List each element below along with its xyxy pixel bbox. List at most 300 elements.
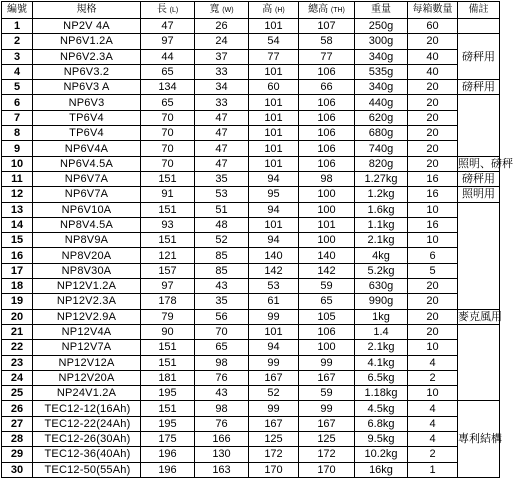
header-total-height: [299, 2, 355, 19]
weight-cell: 1.18kg: [355, 386, 408, 401]
per-box-cell: 2: [408, 447, 458, 462]
width-cell: 98: [195, 355, 249, 370]
row-number: 20: [2, 309, 33, 324]
header-height-unit: (H): [275, 6, 285, 14]
header-length: [141, 2, 195, 19]
per-box-cell: 4: [408, 401, 458, 416]
model-cell: TP6V4: [33, 126, 141, 141]
height-cell: 60: [249, 80, 299, 95]
total-height-cell: 105: [299, 309, 355, 324]
header-width-unit: (W): [222, 6, 234, 14]
table-row: [2, 355, 500, 370]
weight-cell: 2.1kg: [355, 340, 408, 355]
width-cell: 35: [195, 294, 249, 309]
height-cell: 170: [249, 462, 299, 477]
weight-cell: 9.5kg: [355, 432, 408, 447]
length-cell: 196: [141, 462, 195, 477]
table-row: [2, 233, 500, 248]
table-row: [2, 95, 500, 110]
height-cell: 99: [249, 401, 299, 416]
per-box-cell: 20: [408, 279, 458, 294]
header-remarks: 備註: [458, 2, 500, 19]
row-number: 19: [2, 294, 33, 309]
remark-cell: 照明用: [458, 187, 500, 202]
weight-cell: 1.27kg: [355, 171, 408, 186]
per-box-cell: 20: [408, 110, 458, 125]
total-height-cell: 59: [299, 279, 355, 294]
height-cell: 125: [249, 432, 299, 447]
remark-cell: 照明、磅秤: [458, 157, 513, 170]
width-cell: 85: [195, 248, 249, 263]
height-cell: 101: [249, 19, 299, 34]
length-cell: 90: [141, 324, 195, 339]
table-row: [2, 171, 500, 186]
model-cell: NP12V1.2A: [33, 279, 141, 294]
total-height-cell: 59: [299, 386, 355, 401]
row-number: 26: [2, 401, 33, 416]
model-cell: NP6V7A: [33, 187, 141, 202]
remark-cell: 磅秤用: [458, 171, 500, 186]
row-number: 27: [2, 416, 33, 431]
width-cell: 56: [195, 309, 249, 324]
weight-cell: 535g: [355, 64, 408, 79]
height-cell: 99: [249, 355, 299, 370]
length-cell: 79: [141, 309, 195, 324]
remark-cell: 麥克風用: [458, 310, 502, 323]
weight-cell: 1.6kg: [355, 202, 408, 217]
remark-cell-empty: [458, 95, 500, 156]
row-number: 8: [2, 126, 33, 141]
height-cell: 99: [249, 309, 299, 324]
per-box-cell: 6: [408, 248, 458, 263]
row-number: 11: [2, 171, 33, 186]
width-cell: 43: [195, 386, 249, 401]
width-cell: 34: [195, 80, 249, 95]
table-row: [2, 248, 500, 263]
width-cell: 76: [195, 416, 249, 431]
total-height-cell: 58: [299, 34, 355, 49]
row-number: 18: [2, 279, 33, 294]
length-cell: 151: [141, 355, 195, 370]
length-cell: 91: [141, 187, 195, 202]
row-number: 10: [2, 156, 33, 171]
length-cell: 70: [141, 156, 195, 171]
model-cell: NP6V7A: [33, 171, 141, 186]
weight-cell: 1.4: [355, 324, 408, 339]
length-cell: 97: [141, 279, 195, 294]
length-cell: 97: [141, 34, 195, 49]
width-cell: 85: [195, 263, 249, 278]
header-height: [249, 2, 299, 19]
model-cell: TEC12-22(24Ah): [33, 416, 141, 431]
row-number: 24: [2, 370, 33, 385]
row-number: 12: [2, 187, 33, 202]
weight-cell: 5.2kg: [355, 263, 408, 278]
row-number: 9: [2, 141, 33, 156]
total-height-cell: 106: [299, 95, 355, 110]
table-row: [2, 432, 500, 447]
height-cell: 101: [249, 141, 299, 156]
weight-cell: 820g: [355, 156, 408, 171]
weight-cell: 1.1kg: [355, 217, 408, 232]
length-cell: 47: [141, 19, 195, 34]
row-number: 16: [2, 248, 33, 263]
total-height-cell: 107: [299, 19, 355, 34]
total-height-cell: 106: [299, 126, 355, 141]
width-cell: 37: [195, 49, 249, 64]
row-number: 14: [2, 217, 33, 232]
row-number: 1: [2, 19, 33, 34]
width-cell: 47: [195, 110, 249, 125]
weight-cell: 4kg: [355, 248, 408, 263]
table-row: [2, 217, 500, 232]
per-box-cell: 1: [408, 462, 458, 477]
width-cell: 130: [195, 447, 249, 462]
per-box-cell: 20: [408, 324, 458, 339]
table-row: [2, 294, 500, 309]
table-row: [2, 110, 500, 125]
width-cell: 48: [195, 217, 249, 232]
weight-cell: 2.1kg: [355, 233, 408, 248]
row-number: 13: [2, 202, 33, 217]
model-cell: NP8V4.5A: [33, 217, 141, 232]
remark-cell-empty: [458, 202, 500, 309]
per-box-cell: 2: [408, 370, 458, 385]
model-cell: NP8V30A: [33, 263, 141, 278]
row-number: 5: [2, 80, 33, 95]
total-height-cell: 170: [299, 462, 355, 477]
weight-cell: 440g: [355, 95, 408, 110]
table-row: [2, 80, 500, 95]
total-height-cell: 106: [299, 64, 355, 79]
model-cell: NP8V9A: [33, 233, 141, 248]
per-box-cell: 16: [408, 187, 458, 202]
table-row: [2, 324, 500, 339]
row-number: 22: [2, 340, 33, 355]
per-box-cell: 4: [408, 432, 458, 447]
table-row: [2, 19, 500, 34]
length-cell: 181: [141, 370, 195, 385]
total-height-cell: 106: [299, 324, 355, 339]
total-height-cell: 142: [299, 263, 355, 278]
model-cell: NP12V20A: [33, 370, 141, 385]
header-total-height-label: 總高: [308, 3, 329, 15]
model-cell: NP8V20A: [33, 248, 141, 263]
model-cell: TEC12-50(55Ah): [33, 462, 141, 477]
length-cell: 121: [141, 248, 195, 263]
per-box-cell: 16: [408, 217, 458, 232]
per-box-cell: 40: [408, 64, 458, 79]
header-height-label: 高: [262, 3, 273, 15]
model-cell: NP24V1.2A: [33, 386, 141, 401]
weight-cell: 680g: [355, 126, 408, 141]
height-cell: 101: [249, 324, 299, 339]
remark-cell: 磅秤用: [458, 80, 500, 95]
width-cell: 47: [195, 126, 249, 141]
row-number: 25: [2, 386, 33, 401]
header-length-label: 長: [156, 3, 167, 15]
length-cell: 151: [141, 401, 195, 416]
total-height-cell: 66: [299, 80, 355, 95]
width-cell: 163: [195, 462, 249, 477]
weight-cell: 6.8kg: [355, 416, 408, 431]
model-cell: TEC12-36(40Ah): [33, 447, 141, 462]
header-weight: 重量: [355, 2, 408, 19]
per-box-cell: 4: [408, 416, 458, 431]
total-height-cell: 167: [299, 416, 355, 431]
model-cell: NP6V3.2: [33, 64, 141, 79]
model-cell: NP12V2.9A: [33, 309, 141, 324]
row-number: 2: [2, 34, 33, 49]
table-row: [2, 340, 500, 355]
height-cell: 101: [249, 64, 299, 79]
model-cell: NP12V12A: [33, 355, 141, 370]
width-cell: 35: [195, 171, 249, 186]
row-number: 30: [2, 462, 33, 477]
weight-cell: 4.5kg: [355, 401, 408, 416]
height-cell: 52: [249, 386, 299, 401]
width-cell: 43: [195, 279, 249, 294]
per-box-cell: 16: [408, 171, 458, 186]
total-height-cell: 106: [299, 110, 355, 125]
height-cell: 167: [249, 416, 299, 431]
total-height-cell: 100: [299, 233, 355, 248]
height-cell: 61: [249, 294, 299, 309]
weight-cell: 990g: [355, 294, 408, 309]
row-number: 21: [2, 324, 33, 339]
row-number: 23: [2, 355, 33, 370]
model-cell: NP12V4A: [33, 324, 141, 339]
model-cell: NP6V4.5A: [33, 156, 141, 171]
per-box-cell: 20: [408, 156, 458, 171]
total-height-cell: 99: [299, 355, 355, 370]
per-box-cell: 20: [408, 126, 458, 141]
weight-cell: 340g: [355, 80, 408, 95]
table-row: [2, 126, 500, 141]
total-height-cell: 106: [299, 141, 355, 156]
length-cell: 70: [141, 126, 195, 141]
weight-cell: 6.5kg: [355, 370, 408, 385]
model-cell: NP6V4A: [33, 141, 141, 156]
weight-cell: 4.1kg: [355, 355, 408, 370]
per-box-cell: 20: [408, 34, 458, 49]
weight-cell: 250g: [355, 19, 408, 34]
header-total-height-unit: (TH): [330, 6, 345, 14]
per-box-cell: 20: [408, 95, 458, 110]
weight-cell: 1kg: [355, 309, 408, 324]
height-cell: 142: [249, 263, 299, 278]
header-length-unit: (L): [169, 6, 179, 14]
length-cell: 178: [141, 294, 195, 309]
weight-cell: 620g: [355, 110, 408, 125]
per-box-cell: 20: [408, 80, 458, 95]
length-cell: 196: [141, 447, 195, 462]
table-row: [2, 370, 500, 385]
table-row: [2, 386, 500, 401]
per-box-cell: 20: [408, 309, 458, 324]
table-row: [2, 401, 500, 416]
battery-spec-table: [1, 1, 513, 478]
height-cell: 94: [249, 202, 299, 217]
model-cell: NP12V2.3A: [33, 294, 141, 309]
model-cell: NP6V1.2A: [33, 34, 141, 49]
table-row: [2, 447, 500, 462]
height-cell: 101: [249, 217, 299, 232]
total-height-cell: 167: [299, 370, 355, 385]
per-box-cell: 4: [408, 355, 458, 370]
height-cell: 53: [249, 279, 299, 294]
height-cell: 94: [249, 340, 299, 355]
total-height-cell: 100: [299, 187, 355, 202]
table-row: [2, 416, 500, 431]
weight-cell: 1.2kg: [355, 187, 408, 202]
total-height-cell: 99: [299, 401, 355, 416]
height-cell: 172: [249, 447, 299, 462]
total-height-cell: 140: [299, 248, 355, 263]
height-cell: 94: [249, 233, 299, 248]
total-height-cell: 125: [299, 432, 355, 447]
per-box-cell: 5: [408, 263, 458, 278]
table-row: [2, 187, 500, 202]
model-cell: NP6V3 A: [33, 80, 141, 95]
height-cell: 54: [249, 34, 299, 49]
model-cell: TEC12-12(16Ah): [33, 401, 141, 416]
table-row: [2, 64, 500, 79]
height-cell: 140: [249, 248, 299, 263]
row-number: 6: [2, 95, 33, 110]
height-cell: 167: [249, 370, 299, 385]
row-number: 15: [2, 233, 33, 248]
remark-cell: 磅秤用: [458, 34, 500, 80]
per-box-cell: 10: [408, 233, 458, 248]
weight-cell: 630g: [355, 279, 408, 294]
row-number: 3: [2, 49, 33, 64]
length-cell: 151: [141, 171, 195, 186]
table-row: [2, 309, 500, 324]
header-no: 編號: [2, 2, 33, 19]
length-cell: 195: [141, 386, 195, 401]
height-cell: 94: [249, 171, 299, 186]
height-cell: 101: [249, 156, 299, 171]
per-box-cell: 20: [408, 141, 458, 156]
header-model: 規格: [33, 2, 141, 19]
table-row: [2, 202, 500, 217]
weight-cell: 300g: [355, 34, 408, 49]
length-cell: 93: [141, 217, 195, 232]
per-box-cell: 10: [408, 386, 458, 401]
height-cell: 101: [249, 95, 299, 110]
width-cell: 98: [195, 401, 249, 416]
length-cell: 70: [141, 110, 195, 125]
header-row: [2, 2, 500, 19]
model-cell: TEC12-26(30Ah): [33, 432, 141, 447]
model-cell: NP6V10A: [33, 202, 141, 217]
model-cell: NP6V2.3A: [33, 49, 141, 64]
model-cell: NP2V 4A: [33, 19, 141, 34]
width-cell: 53: [195, 187, 249, 202]
header-width: [195, 2, 249, 19]
weight-cell: 340g: [355, 49, 408, 64]
table-row: [2, 462, 500, 477]
table-body: [2, 19, 513, 478]
weight-cell: 10.2kg: [355, 447, 408, 462]
width-cell: 47: [195, 156, 249, 171]
remark-cell-empty: [458, 324, 500, 400]
width-cell: 166: [195, 432, 249, 447]
width-cell: 76: [195, 370, 249, 385]
width-cell: 47: [195, 141, 249, 156]
table-row: [2, 141, 500, 156]
height-cell: 101: [249, 126, 299, 141]
row-number: 7: [2, 110, 33, 125]
row-number: 17: [2, 263, 33, 278]
width-cell: 65: [195, 340, 249, 355]
header-width-label: 寬: [209, 3, 220, 15]
length-cell: 151: [141, 233, 195, 248]
width-cell: 52: [195, 233, 249, 248]
total-height-cell: 106: [299, 156, 355, 171]
total-height-cell: 172: [299, 447, 355, 462]
total-height-cell: 98: [299, 171, 355, 186]
length-cell: 175: [141, 432, 195, 447]
length-cell: 134: [141, 80, 195, 95]
model-cell: NP12V7A: [33, 340, 141, 355]
length-cell: 44: [141, 49, 195, 64]
length-cell: 65: [141, 95, 195, 110]
length-cell: 195: [141, 416, 195, 431]
table-row: [2, 34, 500, 49]
width-cell: 33: [195, 64, 249, 79]
table-row: [2, 279, 500, 294]
length-cell: 151: [141, 340, 195, 355]
width-cell: 51: [195, 202, 249, 217]
length-cell: 151: [141, 202, 195, 217]
width-cell: 70: [195, 324, 249, 339]
table-row: [2, 263, 500, 278]
per-box-cell: 60: [408, 19, 458, 34]
per-box-cell: 40: [408, 49, 458, 64]
total-height-cell: 101: [299, 217, 355, 232]
total-height-cell: 77: [299, 49, 355, 64]
table-row: [2, 49, 500, 64]
height-cell: 95: [249, 187, 299, 202]
table-row: [2, 156, 500, 171]
weight-cell: 740g: [355, 141, 408, 156]
height-cell: 101: [249, 110, 299, 125]
header-per-box: 每箱數量: [408, 2, 458, 19]
length-cell: 157: [141, 263, 195, 278]
remark-cell-empty: [458, 19, 500, 34]
height-cell: 77: [249, 49, 299, 64]
length-cell: 65: [141, 64, 195, 79]
row-number: 28: [2, 432, 33, 447]
row-number: 29: [2, 447, 33, 462]
per-box-cell: 10: [408, 202, 458, 217]
row-number: 4: [2, 64, 33, 79]
total-height-cell: 100: [299, 202, 355, 217]
weight-cell: 16kg: [355, 462, 408, 477]
width-cell: 33: [195, 95, 249, 110]
width-cell: 24: [195, 34, 249, 49]
width-cell: 26: [195, 19, 249, 34]
total-height-cell: 65: [299, 294, 355, 309]
total-height-cell: 100: [299, 340, 355, 355]
model-cell: TP6V4: [33, 110, 141, 125]
model-cell: NP6V3: [33, 95, 141, 110]
remark-cell: 專利結構: [458, 401, 500, 477]
per-box-cell: 20: [408, 294, 458, 309]
length-cell: 70: [141, 141, 195, 156]
